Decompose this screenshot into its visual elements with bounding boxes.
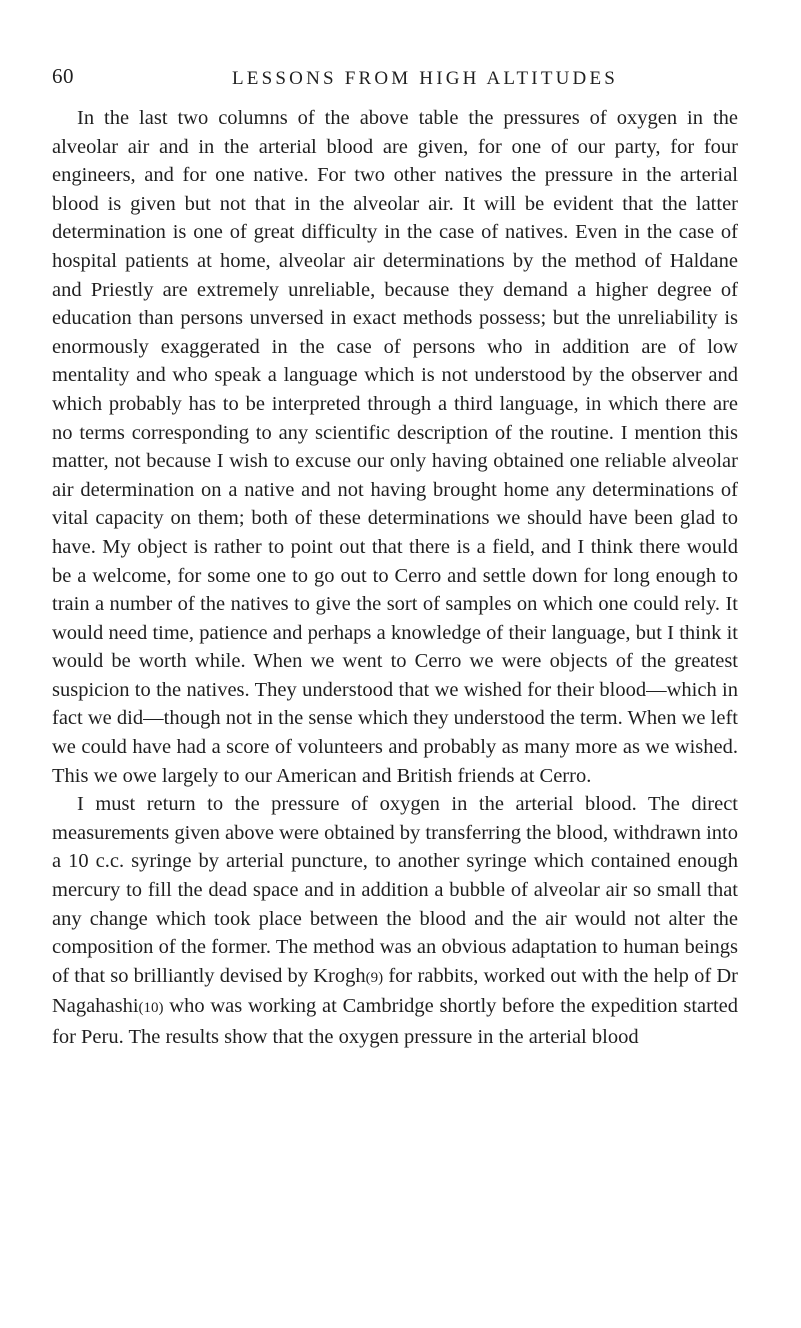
paragraph-2 bbox=[52, 790, 738, 1051]
paragraph-2-text-c: who was working at Cambridge shortly before the expedition started for Peru. The results show that the oxygen pressure in the arterial blood bbox=[52, 995, 738, 1048]
citation-nagahashi: (10) bbox=[138, 1000, 164, 1017]
book-page bbox=[52, 64, 738, 1052]
running-title: LESSONS FROM HIGH ALTITUDES bbox=[232, 68, 619, 89]
paragraph-2-text-b: for rabbits, worked out with the help of Dr Nagahashi bbox=[52, 964, 738, 1018]
paragraph-2-text-a: I must return to the pressure of oxygen in the arterial blood. The direct measurements given above were obtained by transferring the blood, withdrawn into a 10 c.c. syringe by arterial puncture, to another syringe which contained enough mercury to fill the dead space and in addition a bubble of alveolar air so small that any change which took place between the blood and the air would not alter the composition of the former. The method was an obvious adaptation to human beings of that so brilliantly devised by Krogh bbox=[52, 793, 738, 987]
citation-krogh: (9) bbox=[365, 969, 384, 986]
running-head bbox=[52, 64, 738, 104]
paragraph-1: In the last two columns of the above table the pressures of oxygen in the alveolar air and in the arterial blood are given, for one of our party, for four engineers, and for one native. For two other natives the pressure in the arterial blood is given but not that in the alveolar air. It will be evident that the latter determination is one of great difficulty in the case of natives. Even in the case of hospital patients at home, alveolar air determinations by the method of Haldane and Priestly are extremely unreliable, because they demand a higher degree of education than persons unversed in exact methods possess; but the unreliability is enormously exaggerated in the case of persons who in addition are of low mentality and who speak a language which is not understood by the observer and which probably has to be interpreted through a third language, in which there are no terms corresponding to any scientific description of the routine. I mention this matter, not because I wish to excuse our only having obtained one reliable alveolar air determination on a native and not having brought home any determinations of vital capacity on them; both of these determinations we should have been glad to have. My object is rather to point out that there is a field, and I think there would be a welcome, for some one to go out to Cerro and settle down for long enough to train a number of the natives to give the sort of samples on which one could rely. It would need time, patience and perhaps a knowledge of their language, but I think it would be worth while. When we went to Cerro we were objects of the greatest suspicion to the natives. They understood that we wished for their blood—which in fact we did—though not in the sense which they understood the term. When we left we could have had a score of volunteers and probably as many more as we wished. This we owe largely to our American and British friends at Cerro. bbox=[52, 107, 738, 787]
page-number: 60 bbox=[52, 64, 74, 88]
body-text bbox=[52, 104, 738, 1052]
